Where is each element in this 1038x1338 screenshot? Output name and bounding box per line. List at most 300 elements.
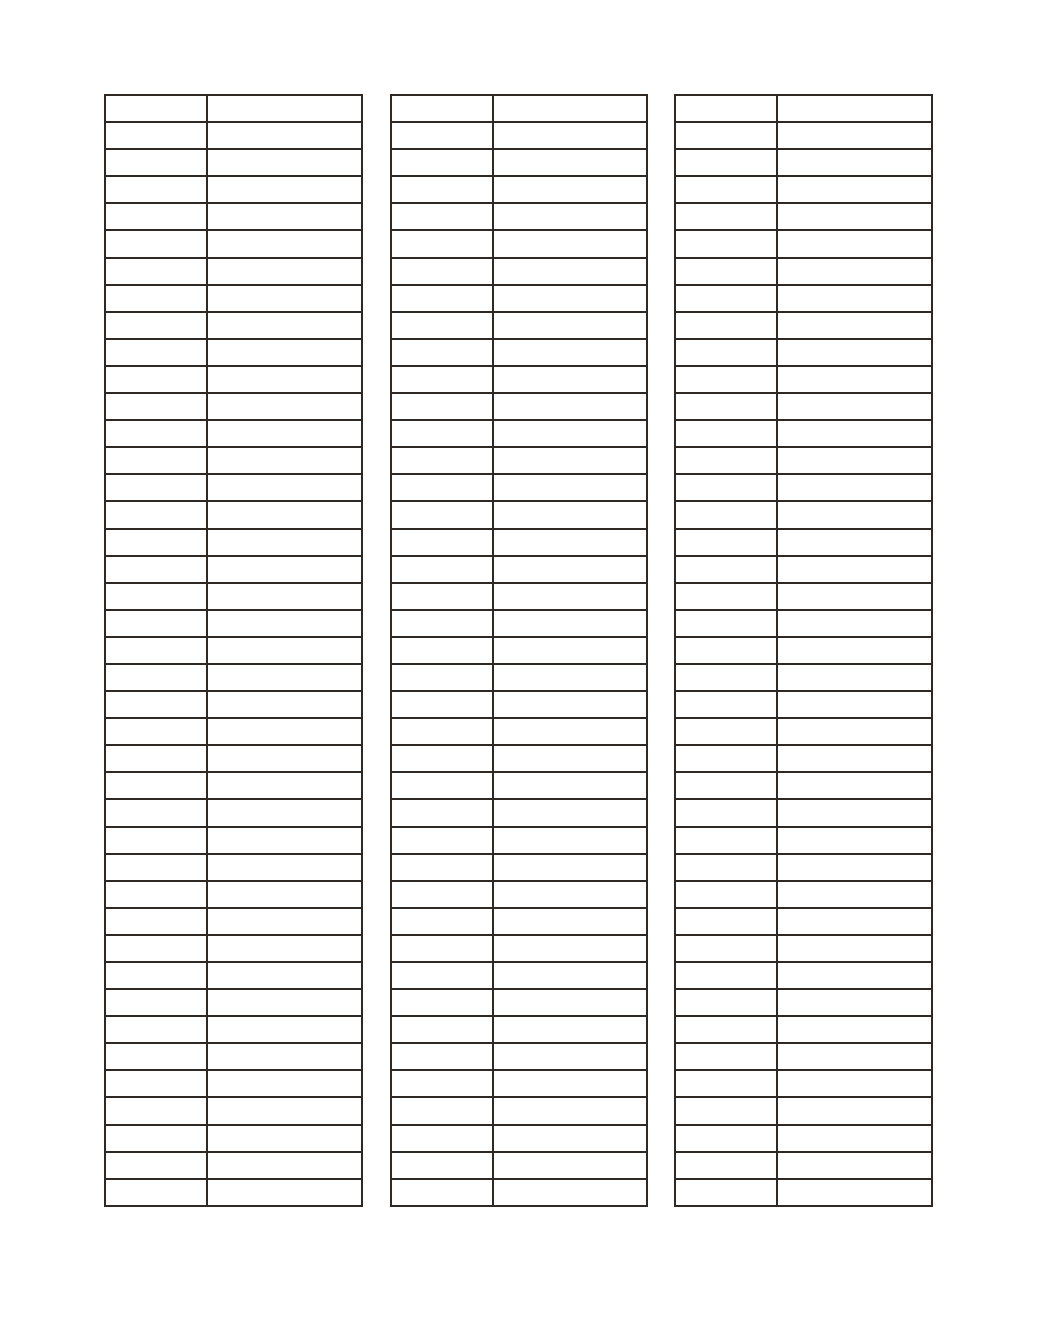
table-row bbox=[105, 908, 362, 935]
table-cell bbox=[777, 583, 932, 610]
table-row bbox=[675, 1152, 932, 1179]
table-row bbox=[391, 1016, 647, 1043]
table-cell bbox=[493, 176, 647, 203]
table-row bbox=[105, 312, 362, 339]
table-row bbox=[105, 935, 362, 962]
table-row bbox=[675, 1043, 932, 1070]
table-cell bbox=[777, 989, 932, 1016]
table-row bbox=[105, 149, 362, 176]
table-cell bbox=[777, 1070, 932, 1097]
table-cell bbox=[777, 1097, 932, 1124]
table-row bbox=[105, 176, 362, 203]
blank-table-right bbox=[674, 94, 933, 1207]
table-row bbox=[675, 203, 932, 230]
table-row bbox=[391, 1070, 647, 1097]
table-cell bbox=[105, 1097, 207, 1124]
table-cell bbox=[391, 556, 493, 583]
table-row bbox=[391, 230, 647, 257]
table-row bbox=[105, 203, 362, 230]
table-cell bbox=[105, 989, 207, 1016]
table-row bbox=[105, 854, 362, 881]
table-cell bbox=[391, 1016, 493, 1043]
table-row bbox=[675, 420, 932, 447]
table-row bbox=[675, 285, 932, 312]
table-row bbox=[391, 203, 647, 230]
table-cell bbox=[777, 745, 932, 772]
table-cell bbox=[675, 1152, 777, 1179]
table-row bbox=[391, 258, 647, 285]
table-row bbox=[105, 664, 362, 691]
table-row bbox=[675, 745, 932, 772]
table-row bbox=[675, 799, 932, 826]
table-cell bbox=[207, 989, 362, 1016]
table-row bbox=[675, 501, 932, 528]
table-cell bbox=[207, 122, 362, 149]
table-cell bbox=[493, 583, 647, 610]
table-cell bbox=[207, 556, 362, 583]
table-cell bbox=[207, 95, 362, 122]
table-cell bbox=[493, 285, 647, 312]
table-cell bbox=[493, 501, 647, 528]
table-cell bbox=[207, 610, 362, 637]
table-cell bbox=[675, 420, 777, 447]
table-cell bbox=[675, 474, 777, 501]
table-cell bbox=[391, 610, 493, 637]
table-cell bbox=[105, 1179, 207, 1206]
table-cell bbox=[207, 230, 362, 257]
table-cell bbox=[391, 529, 493, 556]
table-cell bbox=[493, 1152, 647, 1179]
table-cell bbox=[207, 285, 362, 312]
table-cell bbox=[675, 718, 777, 745]
table-cell bbox=[207, 745, 362, 772]
table-cell bbox=[105, 935, 207, 962]
blank-table-middle-grid bbox=[390, 94, 648, 1207]
table-row bbox=[391, 501, 647, 528]
table-cell bbox=[675, 799, 777, 826]
table-cell bbox=[105, 962, 207, 989]
table-cell bbox=[777, 691, 932, 718]
table-cell bbox=[105, 529, 207, 556]
blank-table-middle bbox=[390, 94, 648, 1207]
table-cell bbox=[777, 393, 932, 420]
table-cell bbox=[777, 799, 932, 826]
table-row bbox=[391, 474, 647, 501]
table-row bbox=[675, 230, 932, 257]
table-cell bbox=[391, 1097, 493, 1124]
table-cell bbox=[207, 718, 362, 745]
table-cell bbox=[493, 339, 647, 366]
table-cell bbox=[207, 447, 362, 474]
table-cell bbox=[207, 176, 362, 203]
table-cell bbox=[105, 230, 207, 257]
table-cell bbox=[105, 637, 207, 664]
table-row bbox=[391, 393, 647, 420]
table-row bbox=[391, 1152, 647, 1179]
table-row bbox=[675, 176, 932, 203]
table-row bbox=[391, 610, 647, 637]
table-cell bbox=[675, 1097, 777, 1124]
table-row bbox=[105, 583, 362, 610]
table-row bbox=[105, 339, 362, 366]
table-cell bbox=[777, 637, 932, 664]
table-cell bbox=[391, 1152, 493, 1179]
table-cell bbox=[391, 1179, 493, 1206]
table-cell bbox=[105, 447, 207, 474]
table-cell bbox=[207, 1125, 362, 1152]
table-row bbox=[105, 447, 362, 474]
table-cell bbox=[391, 772, 493, 799]
table-cell bbox=[105, 1125, 207, 1152]
table-cell bbox=[777, 339, 932, 366]
table-cell bbox=[207, 1152, 362, 1179]
table-cell bbox=[777, 935, 932, 962]
table-row bbox=[105, 637, 362, 664]
table-cell bbox=[675, 556, 777, 583]
table-cell bbox=[777, 718, 932, 745]
table-cell bbox=[391, 881, 493, 908]
table-row bbox=[675, 827, 932, 854]
table-cell bbox=[105, 1070, 207, 1097]
table-cell bbox=[105, 1043, 207, 1070]
table-cell bbox=[391, 989, 493, 1016]
table-cell bbox=[493, 149, 647, 176]
table-row bbox=[391, 149, 647, 176]
table-cell bbox=[105, 393, 207, 420]
table-row bbox=[105, 122, 362, 149]
table-cell bbox=[391, 339, 493, 366]
table-cell bbox=[207, 203, 362, 230]
table-cell bbox=[105, 203, 207, 230]
table-row bbox=[675, 881, 932, 908]
table-row bbox=[675, 1097, 932, 1124]
table-cell bbox=[777, 258, 932, 285]
table-cell bbox=[105, 908, 207, 935]
table-cell bbox=[493, 122, 647, 149]
table-row bbox=[105, 827, 362, 854]
table-cell bbox=[105, 366, 207, 393]
table-row bbox=[675, 989, 932, 1016]
table-row bbox=[105, 420, 362, 447]
table-row bbox=[105, 1016, 362, 1043]
table-row bbox=[105, 95, 362, 122]
table-cell bbox=[207, 962, 362, 989]
table-row bbox=[675, 1016, 932, 1043]
table-cell bbox=[207, 691, 362, 718]
table-cell bbox=[391, 1070, 493, 1097]
table-cell bbox=[777, 203, 932, 230]
table-row bbox=[391, 1125, 647, 1152]
table-cell bbox=[493, 962, 647, 989]
table-cell bbox=[777, 285, 932, 312]
table-cell bbox=[777, 772, 932, 799]
table-cell bbox=[675, 122, 777, 149]
table-cell bbox=[105, 827, 207, 854]
table-cell bbox=[105, 854, 207, 881]
table-cell bbox=[675, 230, 777, 257]
table-row bbox=[391, 176, 647, 203]
table-cell bbox=[493, 989, 647, 1016]
table-cell bbox=[493, 258, 647, 285]
table-row bbox=[105, 1125, 362, 1152]
table-row bbox=[391, 339, 647, 366]
table-cell bbox=[777, 176, 932, 203]
table-row bbox=[105, 1179, 362, 1206]
table-row bbox=[391, 1179, 647, 1206]
table-cell bbox=[777, 95, 932, 122]
table-cell bbox=[675, 1043, 777, 1070]
table-row bbox=[675, 908, 932, 935]
table-cell bbox=[391, 420, 493, 447]
table-cell bbox=[493, 799, 647, 826]
table-row bbox=[391, 366, 647, 393]
table-row bbox=[105, 393, 362, 420]
table-row bbox=[391, 908, 647, 935]
blank-table-left-grid bbox=[104, 94, 363, 1207]
table-cell bbox=[105, 122, 207, 149]
table-cell bbox=[777, 366, 932, 393]
table-cell bbox=[207, 501, 362, 528]
table-cell bbox=[675, 1179, 777, 1206]
table-row bbox=[391, 312, 647, 339]
table-cell bbox=[105, 1016, 207, 1043]
table-row bbox=[105, 610, 362, 637]
table-cell bbox=[493, 1016, 647, 1043]
table-cell bbox=[675, 447, 777, 474]
table-row bbox=[391, 1097, 647, 1124]
table-cell bbox=[391, 95, 493, 122]
table-cell bbox=[105, 474, 207, 501]
table-row bbox=[675, 339, 932, 366]
table-cell bbox=[391, 203, 493, 230]
table-cell bbox=[675, 176, 777, 203]
table-cell bbox=[391, 176, 493, 203]
table-row bbox=[391, 691, 647, 718]
table-row bbox=[105, 1097, 362, 1124]
table-cell bbox=[675, 203, 777, 230]
table-cell bbox=[493, 203, 647, 230]
table-cell bbox=[493, 718, 647, 745]
table-cell bbox=[207, 366, 362, 393]
table-row bbox=[105, 258, 362, 285]
table-cell bbox=[207, 881, 362, 908]
table-cell bbox=[777, 1179, 932, 1206]
table-cell bbox=[675, 312, 777, 339]
table-row bbox=[105, 962, 362, 989]
table-cell bbox=[391, 285, 493, 312]
table-cell bbox=[391, 854, 493, 881]
table-row bbox=[675, 962, 932, 989]
table-cell bbox=[391, 312, 493, 339]
table-cell bbox=[675, 935, 777, 962]
table-cell bbox=[675, 989, 777, 1016]
table-cell bbox=[675, 691, 777, 718]
table-row bbox=[105, 556, 362, 583]
table-cell bbox=[105, 745, 207, 772]
table-cell bbox=[675, 366, 777, 393]
table-cell bbox=[493, 691, 647, 718]
table-cell bbox=[777, 1043, 932, 1070]
table-row bbox=[675, 95, 932, 122]
table-cell bbox=[493, 556, 647, 583]
table-cell bbox=[777, 230, 932, 257]
table-row bbox=[105, 501, 362, 528]
table-row bbox=[391, 989, 647, 1016]
table-cell bbox=[105, 691, 207, 718]
table-row bbox=[105, 366, 362, 393]
table-cell bbox=[391, 366, 493, 393]
table-cell bbox=[493, 908, 647, 935]
table-cell bbox=[493, 610, 647, 637]
table-row bbox=[675, 691, 932, 718]
table-cell bbox=[207, 1097, 362, 1124]
table-row bbox=[675, 556, 932, 583]
table-cell bbox=[391, 501, 493, 528]
table-cell bbox=[777, 556, 932, 583]
table-cell bbox=[391, 799, 493, 826]
table-cell bbox=[493, 312, 647, 339]
table-row bbox=[675, 664, 932, 691]
table-cell bbox=[493, 393, 647, 420]
table-cell bbox=[391, 447, 493, 474]
table-cell bbox=[105, 501, 207, 528]
table-cell bbox=[391, 664, 493, 691]
table-cell bbox=[207, 258, 362, 285]
table-row bbox=[391, 95, 647, 122]
table-row bbox=[391, 962, 647, 989]
table-row bbox=[675, 637, 932, 664]
table-cell bbox=[391, 230, 493, 257]
table-row bbox=[391, 637, 647, 664]
table-cell bbox=[207, 583, 362, 610]
table-cell bbox=[105, 339, 207, 366]
table-cell bbox=[493, 1043, 647, 1070]
table-cell bbox=[207, 827, 362, 854]
table-cell bbox=[207, 772, 362, 799]
table-cell bbox=[777, 474, 932, 501]
table-cell bbox=[675, 529, 777, 556]
table-row bbox=[675, 122, 932, 149]
table-cell bbox=[207, 664, 362, 691]
table-cell bbox=[675, 583, 777, 610]
table-row bbox=[105, 691, 362, 718]
table-row bbox=[391, 556, 647, 583]
table-cell bbox=[675, 95, 777, 122]
table-row bbox=[105, 772, 362, 799]
table-row bbox=[105, 529, 362, 556]
table-cell bbox=[105, 258, 207, 285]
table-cell bbox=[777, 501, 932, 528]
table-row bbox=[105, 1070, 362, 1097]
table-cell bbox=[105, 583, 207, 610]
table-row bbox=[391, 745, 647, 772]
table-cell bbox=[675, 1070, 777, 1097]
table-row bbox=[675, 529, 932, 556]
blank-table-right-grid bbox=[674, 94, 933, 1207]
table-cell bbox=[777, 447, 932, 474]
table-cell bbox=[391, 935, 493, 962]
table-cell bbox=[105, 772, 207, 799]
table-row bbox=[391, 447, 647, 474]
table-cell bbox=[777, 908, 932, 935]
table-cell bbox=[493, 637, 647, 664]
table-row bbox=[105, 230, 362, 257]
table-cell bbox=[777, 854, 932, 881]
table-cell bbox=[391, 745, 493, 772]
blank-table-left bbox=[104, 94, 363, 1207]
table-row bbox=[675, 393, 932, 420]
table-cell bbox=[777, 312, 932, 339]
table-cell bbox=[777, 1152, 932, 1179]
table-row bbox=[105, 474, 362, 501]
table-cell bbox=[675, 501, 777, 528]
table-cell bbox=[777, 420, 932, 447]
table-row bbox=[675, 474, 932, 501]
table-cell bbox=[391, 827, 493, 854]
table-cell bbox=[777, 149, 932, 176]
table-cell bbox=[675, 772, 777, 799]
table-cell bbox=[675, 610, 777, 637]
table-cell bbox=[207, 420, 362, 447]
table-cell bbox=[493, 366, 647, 393]
table-cell bbox=[777, 881, 932, 908]
table-row bbox=[391, 827, 647, 854]
table-cell bbox=[493, 881, 647, 908]
table-cell bbox=[777, 827, 932, 854]
table-cell bbox=[493, 420, 647, 447]
table-cell bbox=[493, 1179, 647, 1206]
table-cell bbox=[493, 1070, 647, 1097]
table-row bbox=[675, 854, 932, 881]
table-cell bbox=[391, 718, 493, 745]
table-row bbox=[105, 745, 362, 772]
table-cell bbox=[777, 664, 932, 691]
table-cell bbox=[207, 1043, 362, 1070]
table-cell bbox=[105, 420, 207, 447]
table-row bbox=[105, 285, 362, 312]
table-cell bbox=[207, 474, 362, 501]
table-cell bbox=[493, 745, 647, 772]
table-row bbox=[105, 799, 362, 826]
table-row bbox=[105, 881, 362, 908]
table-cell bbox=[207, 339, 362, 366]
table-cell bbox=[105, 718, 207, 745]
table-cell bbox=[675, 637, 777, 664]
table-cell bbox=[207, 799, 362, 826]
table-cell bbox=[675, 881, 777, 908]
table-cell bbox=[777, 962, 932, 989]
table-cell bbox=[105, 556, 207, 583]
table-cell bbox=[675, 908, 777, 935]
table-row bbox=[391, 285, 647, 312]
table-row bbox=[675, 149, 932, 176]
table-row bbox=[391, 854, 647, 881]
table-cell bbox=[493, 95, 647, 122]
table-cell bbox=[105, 312, 207, 339]
table-row bbox=[391, 583, 647, 610]
table-cell bbox=[493, 1125, 647, 1152]
table-cell bbox=[391, 1043, 493, 1070]
table-row bbox=[105, 989, 362, 1016]
table-cell bbox=[391, 149, 493, 176]
table-cell bbox=[105, 664, 207, 691]
table-cell bbox=[675, 745, 777, 772]
table-row bbox=[391, 718, 647, 745]
table-cell bbox=[207, 637, 362, 664]
table-cell bbox=[777, 1016, 932, 1043]
table-cell bbox=[675, 339, 777, 366]
table-cell bbox=[391, 962, 493, 989]
